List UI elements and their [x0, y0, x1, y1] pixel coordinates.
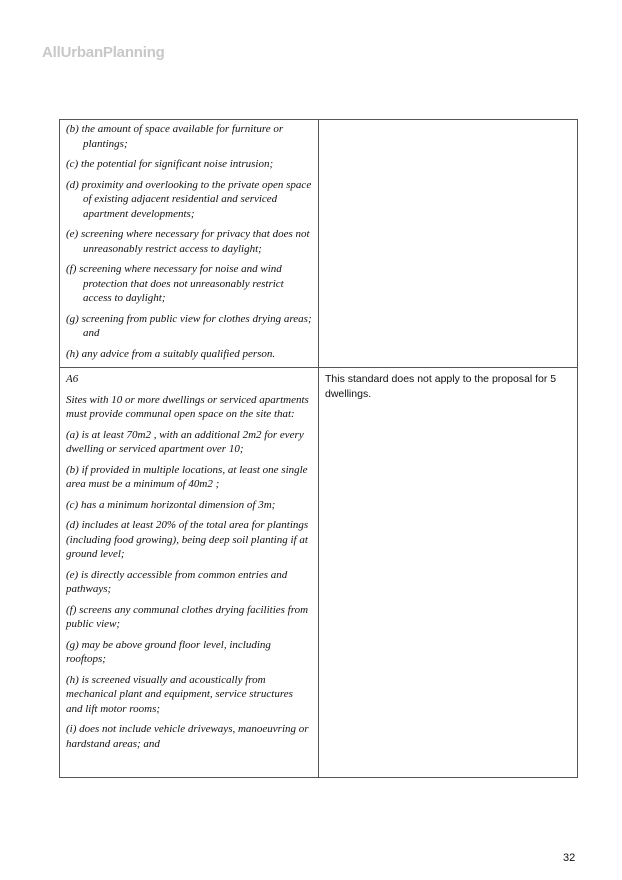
standard-code: A6: [66, 373, 79, 385]
list-item: (g) screening from public view for clothes drying areas; and: [66, 312, 312, 339]
list-item: (d) includes at least 20% of the total area for plantings (including food growing), being deep soil planting if at ground level;: [66, 519, 309, 560]
list-item: (c) the potential for significant noise intrusion;: [66, 158, 274, 170]
response-text: This standard does not apply to the proposal for 5 dwellings.: [325, 373, 557, 400]
list-item: (f) screens any communal clothes drying facilities from public view;: [66, 603, 309, 630]
list-item: (i) does not include vehicle driveways, manoeuvring or hardstand areas; and: [66, 723, 309, 750]
list-item: (h) is screened visually and acoustically from mechanical plant and equipment, service structures and lift motor rooms;: [66, 673, 293, 715]
list-item: (h) any advice from a suitably qualified person.: [66, 347, 276, 360]
list-item: (e) is directly accessible from common entries and pathways;: [66, 568, 288, 595]
requirement-cell: [60, 120, 319, 368]
page-number: 32: [563, 852, 576, 864]
list-item: (b) if provided in multiple locations, at least one single area must be a minimum of 40m2 ;: [66, 463, 308, 490]
list-item: (b) the amount of space available for furniture or plantings;: [66, 123, 284, 150]
requirement-cell: [60, 368, 319, 778]
table-row: [60, 368, 578, 778]
brand-logo: AllUrbanPlanning: [42, 44, 165, 61]
response-cell: [319, 120, 578, 368]
list-item: (c) has a minimum horizontal dimension of 3m;: [66, 498, 276, 511]
list-item: (a) is at least 70m2 , with an additional 2m2 for every dwelling or serviced apartment over 10;: [66, 428, 304, 455]
table-row: [60, 120, 578, 368]
list-item: (e) screening where necessary for privacy that does not unreasonably restrict access to daylight;: [66, 228, 310, 255]
list-item: (f) screening where necessary for noise and wind protection that does not unreasonably restrict access to daylight;: [66, 263, 284, 304]
list-item: (g) may be above ground floor level, including rooftops;: [66, 638, 271, 665]
response-cell: [319, 368, 578, 778]
standards-table: [59, 119, 578, 778]
list-item: (d) proximity and overlooking to the private open space of existing adjacent residential and serviced apartment developments;: [66, 178, 312, 220]
standard-intro: Sites with 10 or more dwellings or serviced apartments must provide communal open space on the site that:: [66, 393, 309, 420]
